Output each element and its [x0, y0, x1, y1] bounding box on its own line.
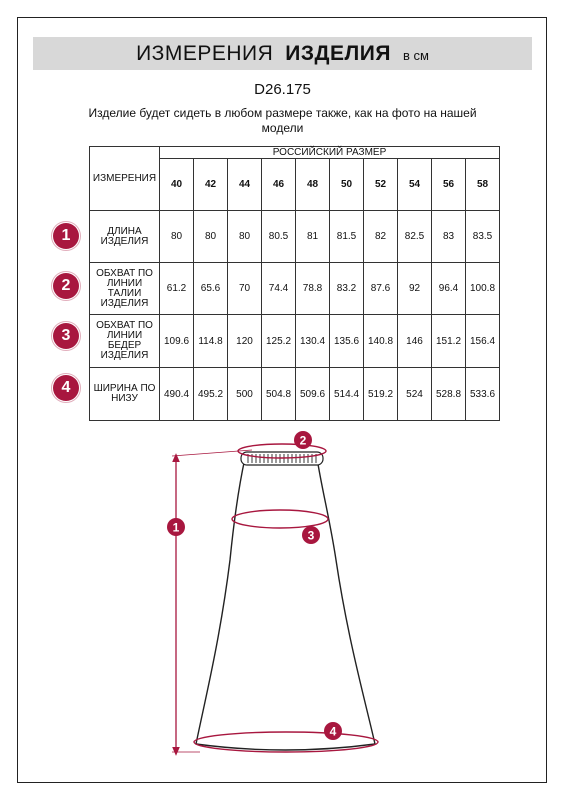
table-cell: 528.8 — [432, 368, 466, 421]
length-measure-line — [172, 450, 252, 752]
table-cell: 70 — [228, 263, 262, 315]
table-cell: 500 — [228, 368, 262, 421]
size-header: 52 — [364, 159, 398, 211]
size-header: 44 — [228, 159, 262, 211]
diagram-marker-1 — [167, 518, 185, 536]
table-cell: 130.4 — [296, 315, 330, 368]
badge-length: 1 — [53, 223, 79, 249]
table-cell: 83 — [432, 211, 466, 263]
size-header: 42 — [194, 159, 228, 211]
table-cell: 125.2 — [262, 315, 296, 368]
size-header: 58 — [466, 159, 500, 211]
size-header: 40 — [160, 159, 194, 211]
table-cell: 109.6 — [160, 315, 194, 368]
marker-label: 2 — [299, 433, 307, 448]
table-cell: 80 — [160, 211, 194, 263]
table-cell: 65.6 — [194, 263, 228, 315]
badge-hips: 3 — [53, 323, 79, 349]
table-cell: 80.5 — [262, 211, 296, 263]
table-cell: 151.2 — [432, 315, 466, 368]
table-cell: 92 — [398, 263, 432, 315]
corner-label: ИЗМЕРЕНИЯ — [90, 147, 160, 211]
table-cell: 114.8 — [194, 315, 228, 368]
skirt-outline — [196, 458, 375, 750]
table-cell: 156.4 — [466, 315, 500, 368]
table-cell: 490.4 — [160, 368, 194, 421]
table-cell: 519.2 — [364, 368, 398, 421]
size-group-label: РОССИЙСКИЙ РАЗМЕР — [160, 147, 500, 159]
table-cell: 524 — [398, 368, 432, 421]
marker-label: 1 — [172, 520, 180, 535]
table-cell: 96.4 — [432, 263, 466, 315]
table-cell: 120 — [228, 315, 262, 368]
table-cell: 81.5 — [330, 211, 364, 263]
row-label: ОБХВАТ ПО ЛИНИИ БЕДЕР ИЗДЕЛИЯ — [90, 315, 160, 368]
table-cell: 100.8 — [466, 263, 500, 315]
row-label: ДЛИНА ИЗДЕЛИЯ — [90, 211, 160, 263]
header-unit: в см — [402, 48, 429, 63]
table-cell: 146 — [398, 315, 432, 368]
table-cell: 83.5 — [466, 211, 500, 263]
table-cell: 61.2 — [160, 263, 194, 315]
table-cell: 82 — [364, 211, 398, 263]
row-label: ШИРИНА ПО НИЗУ — [90, 368, 160, 421]
table-cell: 81 — [296, 211, 330, 263]
diagram-marker-3 — [302, 526, 320, 544]
table-cell: 514.4 — [330, 368, 364, 421]
table-cell: 83.2 — [330, 263, 364, 315]
article-code: D26.175 — [254, 81, 311, 98]
size-header: 50 — [330, 159, 364, 211]
size-header: 46 — [262, 159, 296, 211]
hem-measure-ellipse — [194, 732, 378, 752]
row-label: ОБХВАТ ПО ЛИНИИ ТАЛИИ ИЗДЕЛИЯ — [90, 263, 160, 315]
hip-measure-ellipse — [232, 510, 328, 528]
table-cell: 80 — [228, 211, 262, 263]
table-cell: 78.8 — [296, 263, 330, 315]
table-cell: 509.6 — [296, 368, 330, 421]
table-cell: 504.8 — [262, 368, 296, 421]
size-header: 54 — [398, 159, 432, 211]
table-cell: 140.8 — [364, 315, 398, 368]
marker-label: 4 — [329, 724, 337, 739]
marker-label: 3 — [307, 528, 315, 543]
table-cell: 495.2 — [194, 368, 228, 421]
badge-waist: 2 — [53, 273, 79, 299]
table-cell: 87.6 — [364, 263, 398, 315]
table-cell: 135.6 — [330, 315, 364, 368]
table-cell: 80 — [194, 211, 228, 263]
table-cell: 82.5 — [398, 211, 432, 263]
diagram-marker-4 — [324, 722, 342, 740]
table-cell: 533.6 — [466, 368, 500, 421]
fit-note: Изделие будет сидеть в любом размере также, как на фото на нашей модели — [88, 106, 477, 135]
size-header: 56 — [432, 159, 466, 211]
table-cell: 74.4 — [262, 263, 296, 315]
diagram-marker-2 — [294, 431, 312, 449]
header-word-measurements: ИЗМЕРЕНИЯ — [136, 42, 274, 65]
header-word-item: ИЗДЕЛИЯ — [285, 42, 391, 65]
badge-hem: 4 — [53, 375, 79, 401]
size-header: 48 — [296, 159, 330, 211]
